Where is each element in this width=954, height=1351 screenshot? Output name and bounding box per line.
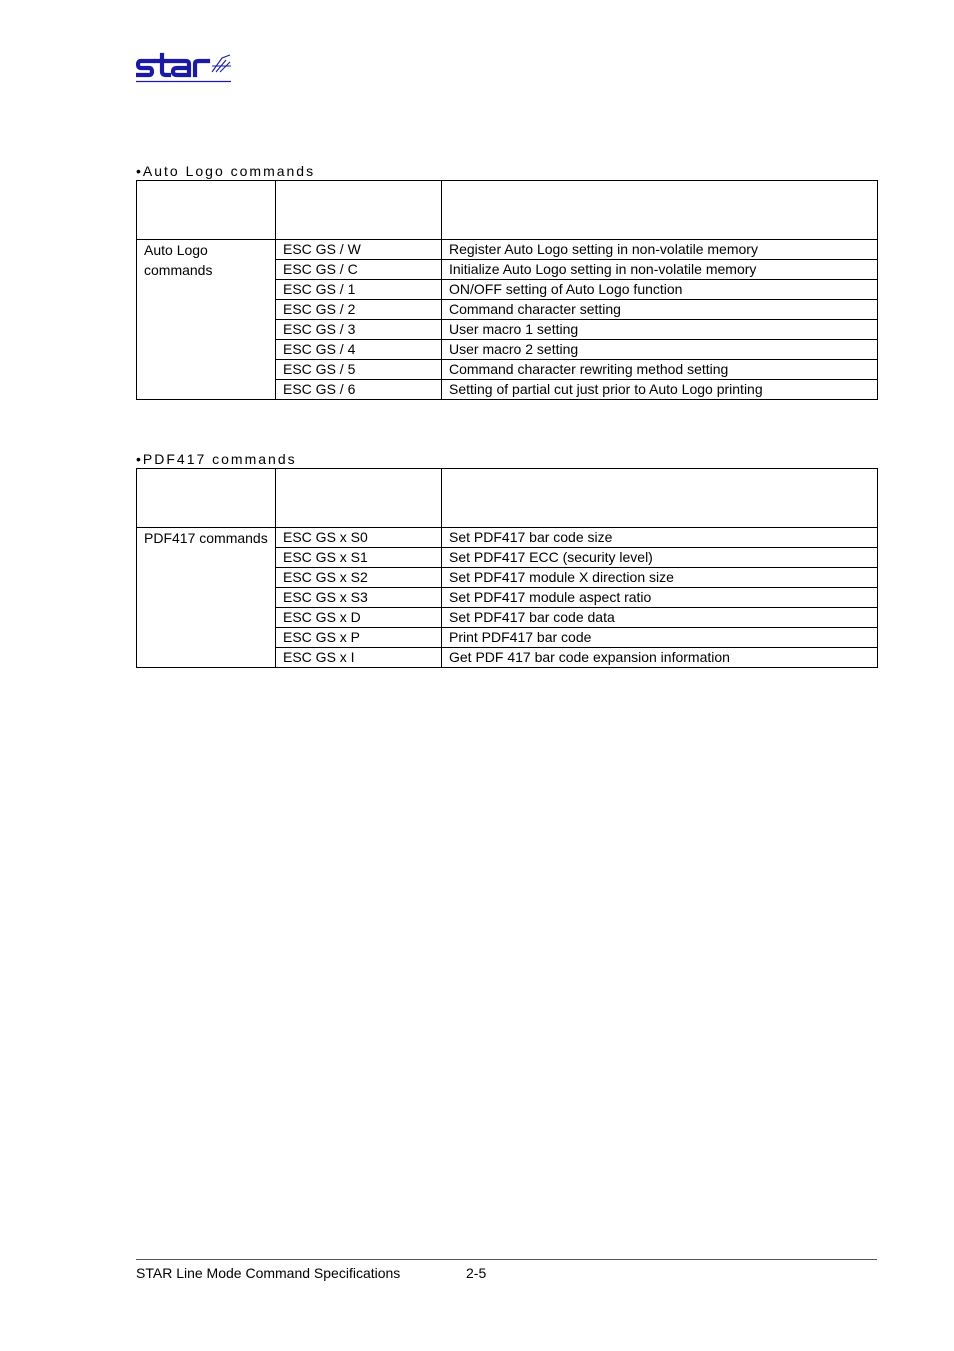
- description-cell: Register Auto Logo setting in non-volatile memory: [442, 240, 878, 260]
- command-cell: ESC GS x D: [276, 608, 442, 628]
- description-cell: Set PDF417 module X direction size: [442, 568, 878, 588]
- pdf417-commands-table: [136, 468, 878, 668]
- description-cell: Set PDF417 bar code data: [442, 608, 878, 628]
- table-row: [137, 528, 878, 548]
- command-cell: ESC GS / 6: [276, 380, 442, 400]
- description-cell: Get PDF 417 bar code expansion information: [442, 648, 878, 668]
- command-cell: ESC GS x S1: [276, 548, 442, 568]
- footer-document-title: STAR Line Mode Command Specifications: [136, 1265, 401, 1281]
- description-cell: ON/OFF setting of Auto Logo function: [442, 280, 878, 300]
- section-title-pdf417: •PDF417 commands: [136, 451, 297, 467]
- command-cell: ESC GS / 2: [276, 300, 442, 320]
- command-cell: ESC GS / 3: [276, 320, 442, 340]
- star-logo-icon: [136, 52, 232, 83]
- header-cell: [276, 181, 442, 240]
- command-cell: ESC GS x S2: [276, 568, 442, 588]
- description-cell: Command character setting: [442, 300, 878, 320]
- header-cell: [442, 469, 878, 528]
- auto-logo-commands-table: [136, 180, 878, 400]
- command-cell: ESC GS x P: [276, 628, 442, 648]
- header-cell: [442, 181, 878, 240]
- category-cell: PDF417 commands: [137, 528, 276, 668]
- command-cell: ESC GS / 4: [276, 340, 442, 360]
- command-cell: ESC GS x S3: [276, 588, 442, 608]
- command-cell: ESC GS x I: [276, 648, 442, 668]
- description-cell: Initialize Auto Logo setting in non-volatile memory: [442, 260, 878, 280]
- description-cell: Setting of partial cut just prior to Auto Logo printing: [442, 380, 878, 400]
- category-cell: Auto Logo commands: [137, 240, 276, 400]
- description-cell: Print PDF417 bar code: [442, 628, 878, 648]
- description-cell: Set PDF417 ECC (security level): [442, 548, 878, 568]
- table-header-row: [137, 181, 878, 240]
- command-cell: ESC GS / W: [276, 240, 442, 260]
- command-cell: ESC GS / C: [276, 260, 442, 280]
- description-cell: User macro 1 setting: [442, 320, 878, 340]
- header-cell: [137, 469, 276, 528]
- description-cell: Set PDF417 bar code size: [442, 528, 878, 548]
- description-cell: Set PDF417 module aspect ratio: [442, 588, 878, 608]
- section-title-auto-logo: •Auto Logo commands: [136, 163, 316, 179]
- table-row: [137, 240, 878, 260]
- description-cell: User macro 2 setting: [442, 340, 878, 360]
- header-cell: [276, 469, 442, 528]
- description-cell: Command character rewriting method setting: [442, 360, 878, 380]
- footer-divider: [136, 1259, 877, 1260]
- command-cell: ESC GS x S0: [276, 528, 442, 548]
- table-header-row: [137, 469, 878, 528]
- command-cell: ESC GS / 5: [276, 360, 442, 380]
- footer-page-number: 2-5: [466, 1265, 487, 1281]
- header-cell: [137, 181, 276, 240]
- command-cell: ESC GS / 1: [276, 280, 442, 300]
